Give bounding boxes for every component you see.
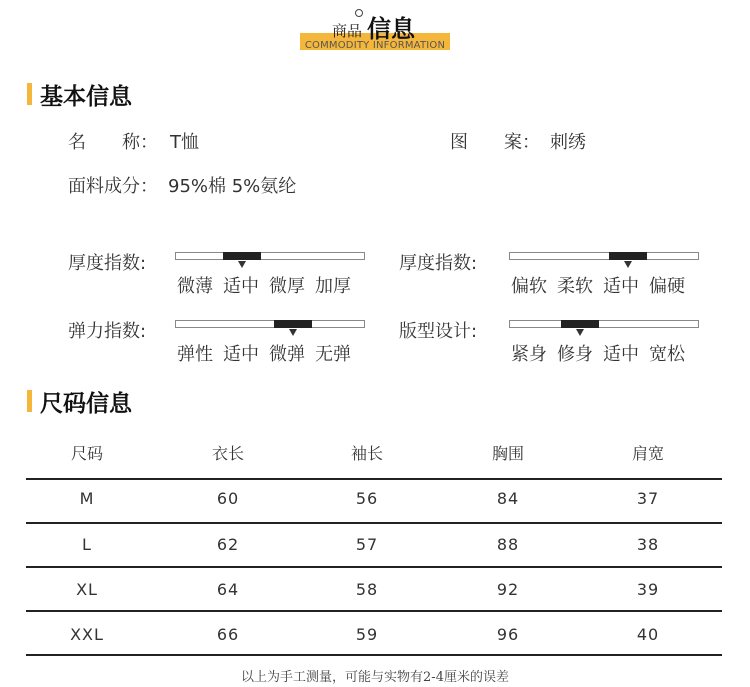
index-option: 适中 [223,276,259,297]
index-scale [175,252,365,260]
index-scale [509,320,699,328]
table-header-size: 尺码 [70,444,103,463]
table-cell: 58 [355,580,379,599]
table-cell: 40 [636,625,660,644]
section-accent-bar [27,390,32,412]
table-cell: XL [76,580,98,599]
index-marker-icon [238,261,246,268]
table-cell: 57 [355,535,379,554]
table-cell: 64 [216,580,240,599]
table-cell: 88 [496,535,520,554]
table-cell: 96 [496,625,520,644]
index-options [511,340,695,366]
table-divider [26,478,722,480]
table-cell: 92 [496,580,520,599]
index-label: 厚度指数: [399,253,478,274]
index-label: 版型设计: [399,321,478,342]
index-label: 厚度指数: [68,253,147,274]
header-subtitle: COMMODITY INFORMATION [304,40,446,51]
table-header-chest: 胸围 [491,444,524,463]
index-option: 无弹 [315,344,351,365]
table-cell: XXL [70,625,104,644]
index-options [511,272,695,298]
name-value: T恤 [170,132,199,153]
index-option: 适中 [223,344,259,365]
index-option: 紧身 [511,344,547,365]
index-option: 偏软 [511,276,547,297]
index-options [177,340,361,366]
fabric-value: 95%棉 5%氨纶 [168,176,297,197]
index-scale [509,252,699,260]
index-option: 微弹 [269,344,305,365]
fabric-label: 面料成分： [68,176,158,197]
index-option: 柔软 [557,276,593,297]
table-header-sleeve: 袖长 [350,444,383,463]
table-cell: 39 [636,580,660,599]
header-title: 信息 [367,15,415,43]
table-cell: M [79,489,95,508]
index-option: 加厚 [315,276,351,297]
table-cell: L [82,535,92,554]
header-title-small: 商品 [332,22,363,40]
table-cell: 60 [216,489,240,508]
index-marker-icon [576,329,584,336]
index-option: 偏硬 [649,276,685,297]
measurement-note: 以上为手工测量，可能与实物有2-4厘米的误差 [241,670,509,685]
index-label: 弹力指数: [68,321,147,342]
table-header-shoulder: 肩宽 [631,444,664,463]
index-fill [223,252,261,260]
index-marker-icon [624,261,632,268]
index-option: 宽松 [649,344,685,365]
table-divider [26,610,722,612]
index-fill [274,320,312,328]
name-label: 名 称： [68,132,158,153]
table-cell: 84 [496,489,520,508]
index-option: 修身 [557,344,593,365]
pattern-label: 图 案： [450,132,540,153]
index-option: 微薄 [177,276,213,297]
section-title-basic: 基本信息 [40,84,132,110]
section-title-size: 尺码信息 [40,391,132,417]
table-cell: 38 [636,535,660,554]
index-marker-icon [289,329,297,336]
index-scale [175,320,365,328]
index-option: 适中 [603,344,639,365]
table-divider [26,522,722,524]
index-fill [561,320,599,328]
index-options [177,272,361,298]
table-cell: 37 [636,489,660,508]
index-option: 适中 [603,276,639,297]
table-divider [26,566,722,568]
table-divider [26,654,722,656]
table-cell: 59 [355,625,379,644]
header-dot-icon [355,9,363,17]
section-accent-bar [27,83,32,105]
index-fill [609,252,647,260]
table-cell: 56 [355,489,379,508]
table-cell: 62 [216,535,240,554]
table-header-length: 衣长 [211,444,244,463]
pattern-value: 刺绣 [550,132,586,153]
index-option: 弹性 [177,344,213,365]
index-option: 微厚 [269,276,305,297]
table-cell: 66 [216,625,240,644]
